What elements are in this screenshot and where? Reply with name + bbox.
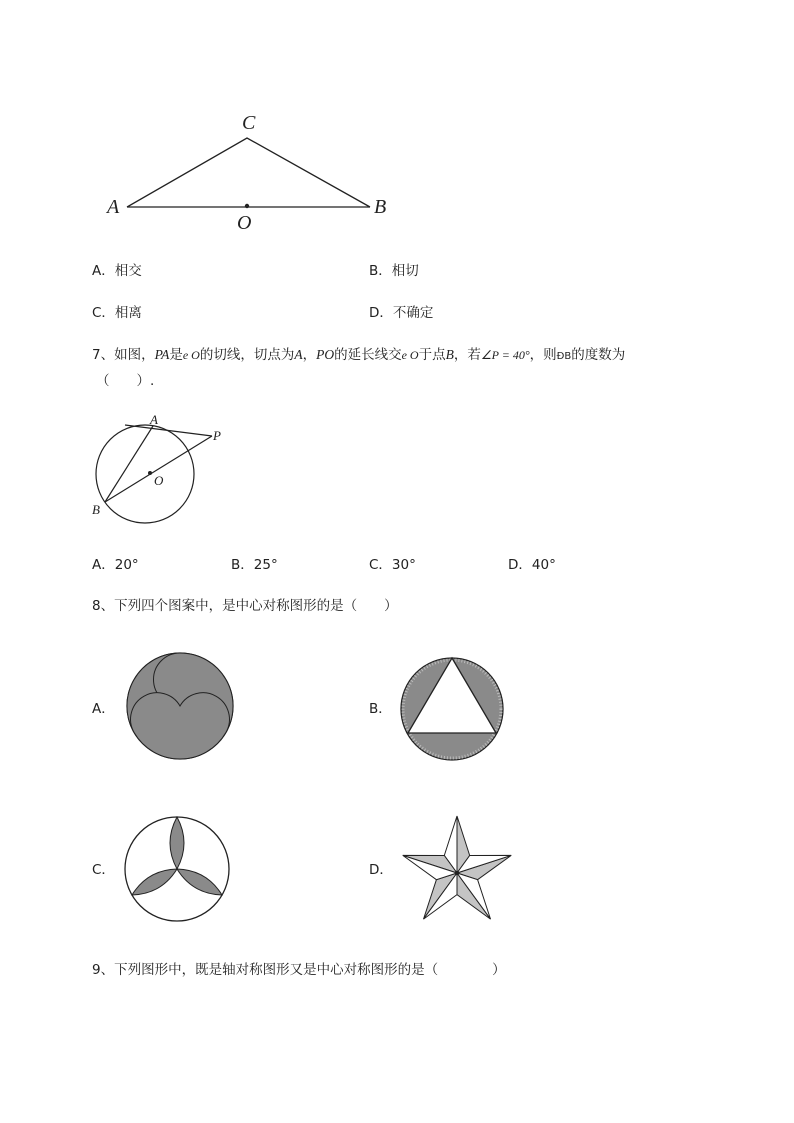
q7-stem-line2: （ ）. (96, 373, 155, 389)
q8-option-b-label: B． (369, 701, 392, 717)
q7-option-d: D．40° (508, 557, 556, 573)
q7-label-a: A (150, 412, 158, 427)
q8-option-a-label: A． (92, 701, 115, 717)
q7-stem: 7、如图，PA是e O的切线，切点为A，PO的延长线交e O于点B，若∠P = 40°，则ÐB的度数为 (92, 347, 626, 363)
q7-option-c: C．30° (369, 557, 416, 573)
q8-option-c-label: C． (92, 862, 115, 878)
q6-option-d: D．不确定 (369, 305, 434, 321)
q6-option-b: B．相切 (369, 263, 419, 279)
q7-label-o: O (154, 473, 164, 488)
q7-option-b: B．25° (231, 557, 278, 573)
q9-stem: 9、下列图形中，既是轴对称图形又是中心对称图形的是（ ） (92, 962, 506, 978)
q6-label-b: B (374, 196, 387, 218)
q7-label-b: B (92, 502, 100, 517)
q6-label-a: A (107, 196, 120, 218)
q8-option-d-label: D． (369, 862, 393, 878)
q6-label-o: O (237, 212, 252, 234)
q8-stem: 8、下列四个图案中，是中心对称图形的是（ ） (92, 598, 398, 614)
q7-label-p: P (213, 428, 221, 443)
q7-option-a: A．20° (92, 557, 139, 573)
q6-option-c: C．相离 (92, 305, 142, 321)
q6-label-c: C (242, 112, 256, 134)
q6-option-a: A．相交 (92, 263, 142, 279)
